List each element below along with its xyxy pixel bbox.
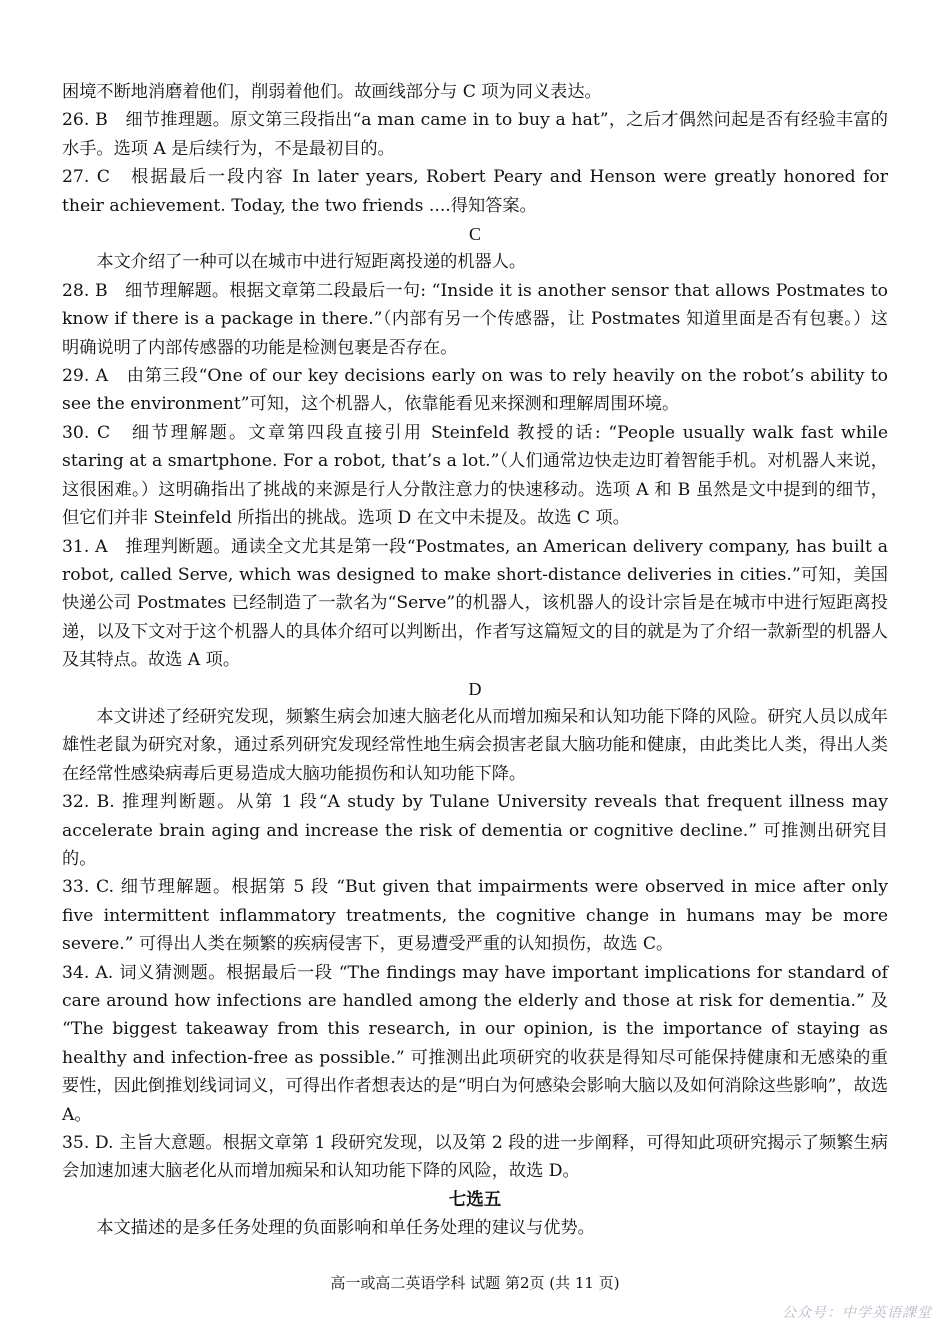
page-footer: 高一或高二英语学科 试题 第2页 (共 11 页) xyxy=(330,1274,620,1292)
section-seven-summary: 本文描述的是多任务处理的负面影响和单任务处理的建议与优势。 xyxy=(96,1218,595,1239)
answer-29: 29. A 由第三段“One of our key decisions early on was to rely heavily on the robot’s ability to see the environment”可知，这个机器人，依靠能看见来探测和理解周围环境。 xyxy=(62,366,888,415)
intro-tail-paragraph: 困境不断地消磨着他们，削弱着他们。故画线部分与 C 项为同义表达。 xyxy=(62,82,602,102)
section-seven-choose-five-heading: 七选五 xyxy=(448,1189,502,1210)
document-body xyxy=(62,78,888,1243)
answer-26: 26. B 细节推理题。原文第三段指出“a man came in to buy a hat”，之后才偶然问起是否有经验丰富的水手。选项 A 是后续行为，不是最初目的。 xyxy=(62,110,888,159)
answer-33: 33. C. 细节理解题。根据第 5 段 “But given that impairments were observed in mice after only five intermittent inflammatory treatments, the cognitive change in humans may be more severe.” 可得出人类在频繁的疾病侵害下，更易遭受严重的认知损伤，故选 C。 xyxy=(62,877,888,955)
section-c-heading: C xyxy=(468,224,481,245)
section-d-heading: D xyxy=(468,678,482,699)
answer-31: 31. A 推理判断题。通读全文尤其是第一段“Postmates, an American delivery company, has built a robot, called Serve, which was designed to make short-distance deliveries in cities.”可知，美国快递公司 Postmates 已经制造了一款名为“Serve”的机器人，该机器人的设计宗旨是在城市中进行短距离投递，以及下文对于这个机器人的具体介绍可以判断出，作者写这篇短文的目的就是为了介绍一款新型的机器人及其特点。故选 A 项。 xyxy=(62,536,888,671)
answer-34: 34. A. 词义猜测题。根据最后一段 “The findings may have important implications for standard of care around how infections are handled among the elderly and those at risk for dementia.” 及 “The biggest takeaway from this research, in our opinion, is the importance of staying as healthy and infection-free as possible.” 可推测出此项研究的收获是得知尽可能保持健康和无感染的重要性，因此倒推划线词词义，可得出作者想表达的是“明白为何感染会影响大脑以及如何消除这些影响”，故选 A。 xyxy=(62,962,888,1125)
answer-30: 30. C 细节理解题。文章第四段直接引用 Steinfeld 教授的话: “People usually walk fast while staring at a smartphone. For a robot, that’s a lot.”（人们通常边快走边盯着智能手机。对机器人来说，这很困难。）这明确指出了挑战的来源是行人分散注意力的快速移动。选项 A 和 B 虽然是文中提到的细节，但它们并非 Steinfeld 所指出的挑战。选项 D 在文中未提及。故选 C 项。 xyxy=(62,422,888,529)
answer-32: 32. B. 推理判断题。从第 1 段“A study by Tulane University reveals that frequent illness may accelerate brain aging and increase the risk of dementia or cognitive decline.” 可推测出研究目的。 xyxy=(62,792,888,869)
answer-35: 35. D. 主旨大意题。根据文章第 1 段研究发现，以及第 2 段的进一步阐释，可得知此项研究揭示了频繁生病会加速加速大脑老化从而增加痴呆和认知功能下降的风险，故选 D。 xyxy=(62,1133,888,1182)
section-c-summary: 本文介绍了一种可以在城市中进行短距离投递的机器人。 xyxy=(96,252,527,273)
answer-27: 27. C 根据最后一段内容 In later years, Robert Peary and Henson were greatly honored for their achievement. Today, the two friends ....得知答案。 xyxy=(62,167,888,216)
watermark-text: 公众号：中学英语課堂 xyxy=(782,1305,932,1321)
answer-28: 28. B 细节理解题。根据文章第二段最后一句: “Inside it is another sensor that allows Postmates to know if there is a package in there.”（内部有另一个传感器，让 Postmates 知道里面是否有包裹。）这明确说明了内部传感器的功能是检测包裹是否存在。 xyxy=(62,280,888,358)
section-d-summary: 本文讲述了经研究发现，频繁生病会加速大脑老化从而增加痴呆和认知功能下降的风险。研究人员以成年雄性老鼠为研究对象，通过系列研究发现经常性地生病会损害老鼠大脑功能和健康，由此类比人类，得出人类在经常性感染病毒后更易造成大脑功能损伤和认知功能下降。 xyxy=(62,706,888,784)
